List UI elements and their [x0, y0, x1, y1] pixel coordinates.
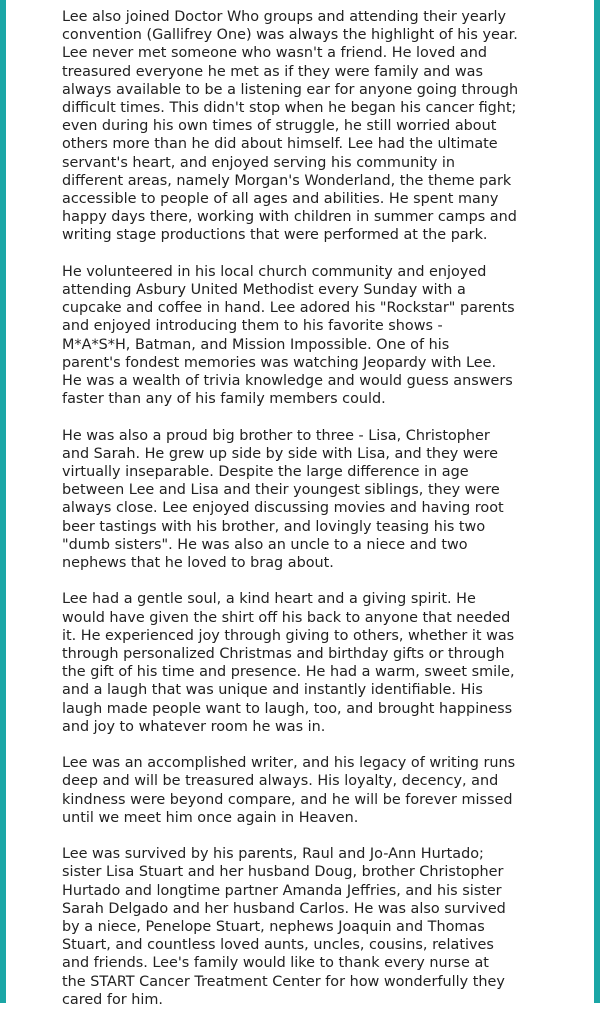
- paragraph-writer: Lee was an accomplished writer, and his legacy of writing runs deep and will be treasured always. His loyalty, decency, and kindness were beyond compare, and he will be forever missed until we meet him once again in Heaven.: [62, 755, 516, 826]
- paragraph-gentle-soul: Lee had a gentle soul, a kind heart and a giving spirit. He would have given the shirt off his back to anyone that needed it. He experienced joy through giving to others, whether it was through personalized Christmas and birthday gifts or through the gift of his time and presence. He had a warm, sweet smile, and a laugh that was unique and instantly identifiable. His laugh made people want to laugh, too, and brought happiness and joy to whatever room he was in.: [62, 591, 515, 735]
- left-border: [0, 0, 6, 1003]
- paragraph-community: Lee also joined Doctor Who groups and attending their yearly convention (Gallifrey One) was always the highlight of his year. Lee never met someone who wasn't a friend. He loved and treasured everyone he met as if they were family and was always available to be a listening ear for anyone going through difficult times. This didn't stop when he began his cancer fight; even during his own times of struggle, he still worried about others more than he did about himself. Lee had the ultimate servant's heart, and enjoyed serving his community in different areas, namely Morgan's Wonderland, the theme park accessible to people of all ages and abilities. He spent many happy days there, working with children in summer camps and writing stage productions that were performed at the park.: [62, 9, 519, 244]
- paragraph-survived-by: Lee was survived by his parents, Raul and Jo-Ann Hurtado; sister Lisa Stuart and her husband Doug, brother Christopher Hurtado and longtime partner Amanda Jeffries, and his sister Sarah Delgado and her husband Carlos. He was also survived by a niece, Penelope Stuart, nephews Joaquin and Thomas Stuart, and countless loved aunts, uncles, cousins, relatives and friends. Lee's family would like to thank every nurse at the START Cancer Treatment Center for how wonderfully they cared for him.: [62, 846, 506, 1008]
- paragraph-siblings: He was also a proud big brother to three - Lisa, Christopher and Sarah. He grew up side by side with Lisa, and they were virtually inseparable. Despite the large difference in age between Lee and Lisa and their youngest siblings, they were always close. Lee enjoyed discussing movies and having root beer tastings with his brother, and lovingly teasing his two "dumb sisters". He was also an uncle to a niece and two nephews that he loved to brag about.: [62, 427, 504, 572]
- obituary-text: [62, 8, 552, 1027]
- right-border: [594, 0, 600, 1003]
- paragraph-church: He volunteered in his local church community and enjoyed attending Asbury United Methodist every Sunday with a cupcake and coffee in hand. Lee adored his "Rockstar" parents and enjoyed introducing them to his favorite shows - M*A*S*H, Batman, and Mission Impossible. One of his parent's fondest memories was watching Jeopardy with Lee. He was a wealth of trivia knowledge and would guess answers faster than any of his family members could.: [62, 263, 515, 408]
